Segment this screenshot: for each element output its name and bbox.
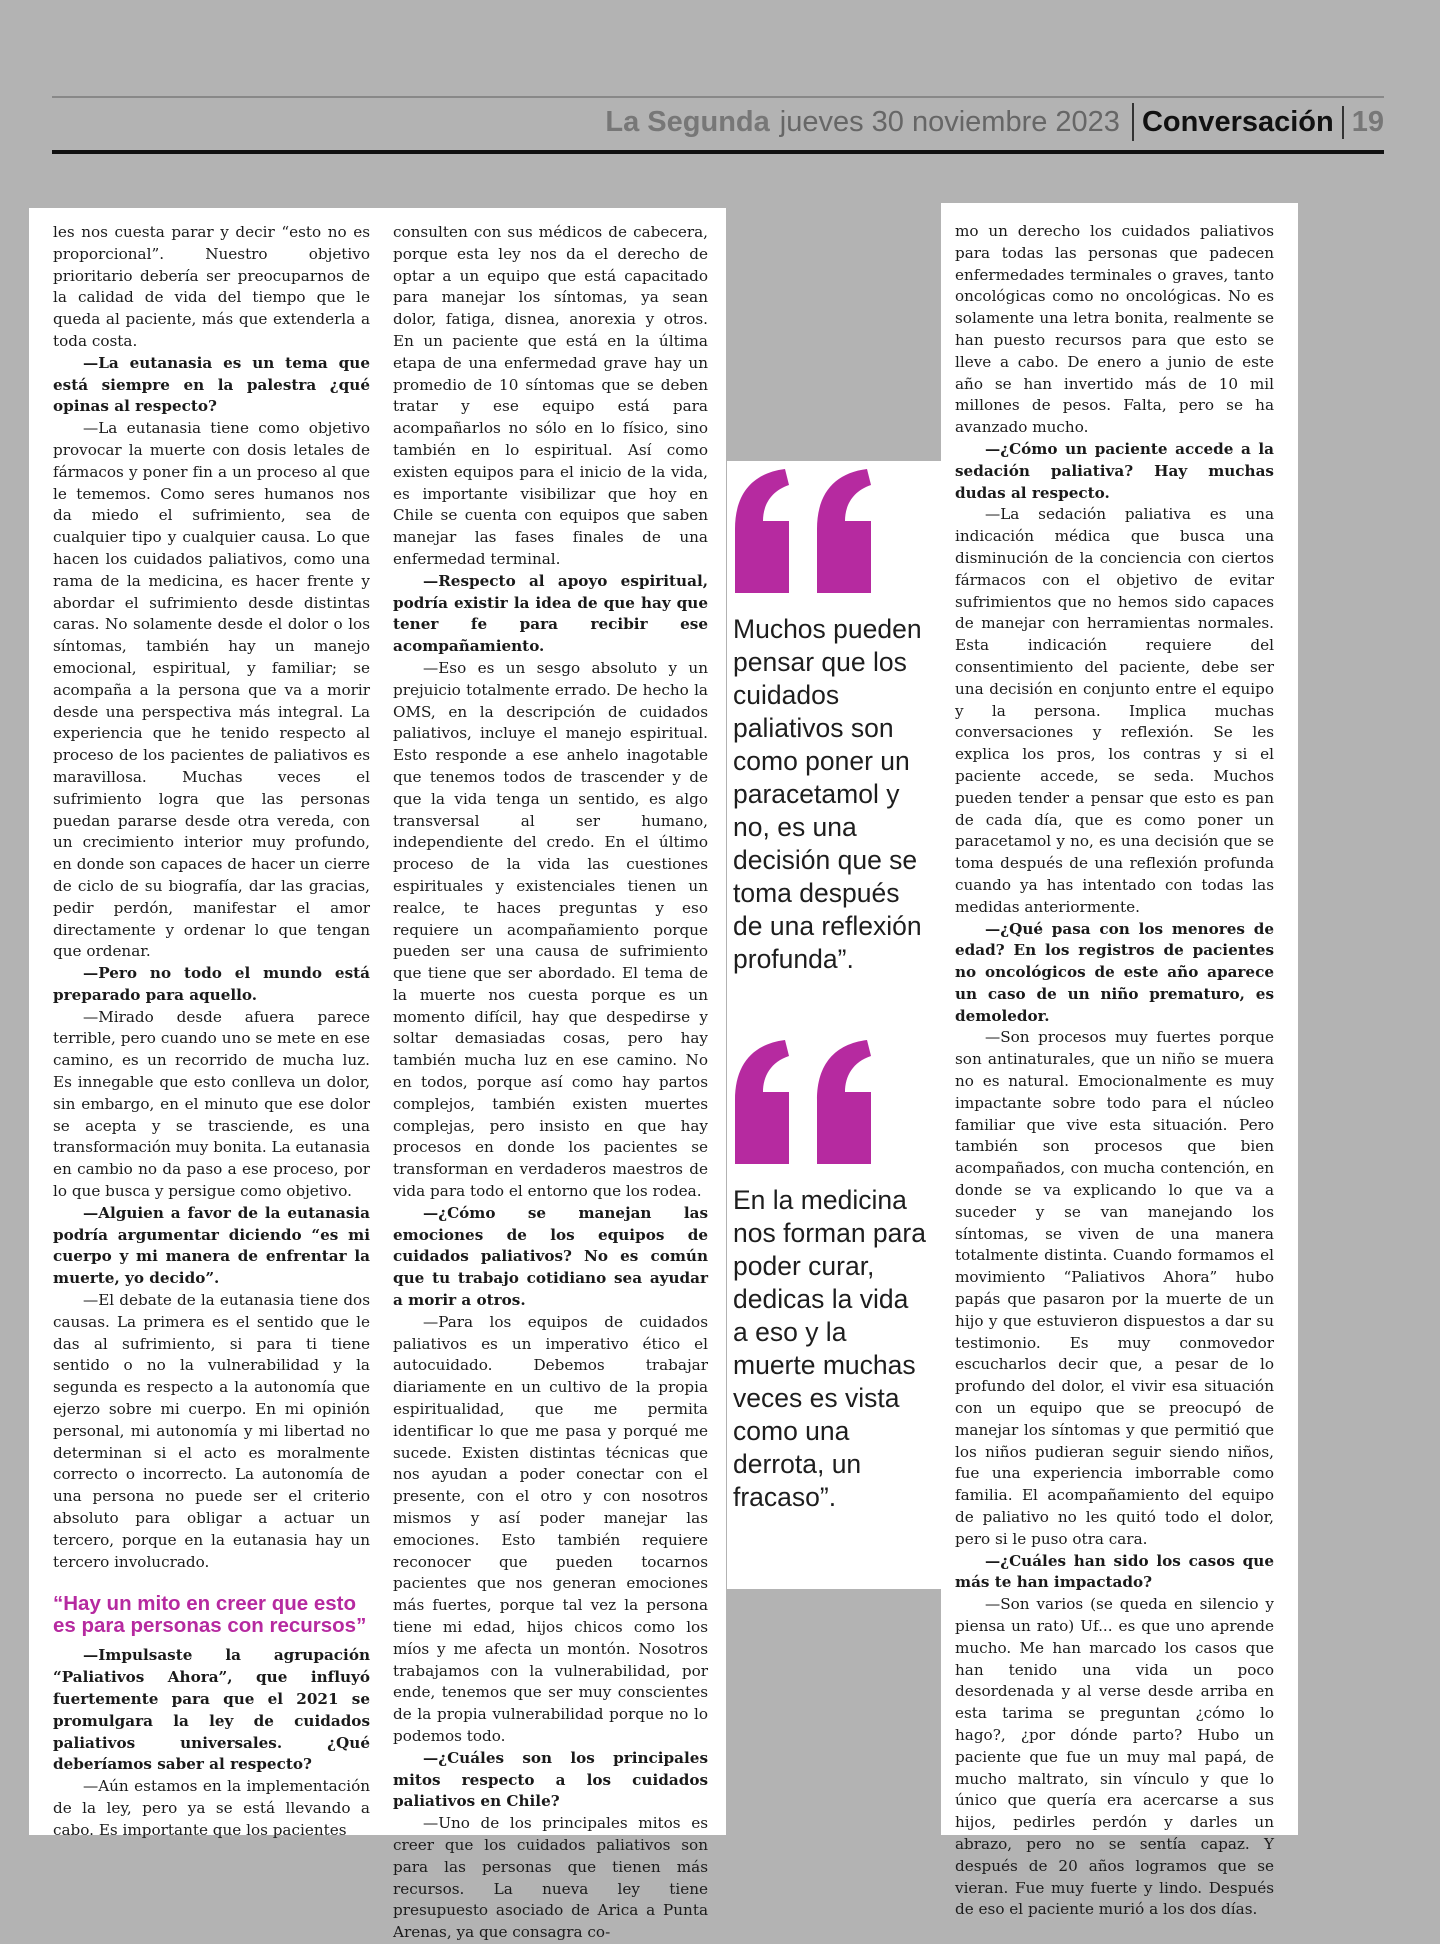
column-1-body	[53, 222, 370, 1573]
column-2-body	[393, 222, 708, 1944]
paragraph: —Son procesos muy fuertes porque son antinaturales, que un niño se muera no es natural. Emocionalmente es muy impactante sobre todo para el núcleo familiar que vive esta situación. Pero también son procesos que bien acompañados, con mucha contención, en donde se va explicando lo que va a suceder y se van manejando los síntomas, se viven de una manera totalmente distinta. Cuando formamos el movimiento “Paliativos Ahora” hubo papás que pasaron por la muerte de un hijo y que estuvieron dispuestos a dar su testimonio. Es muy conmovedor escucharlos decir que, a pesar de lo profundo del dolor, el vivir esa situación con un equipo que se preocupó de manejar los síntomas y que permitió que los niños pudieran seguir siendo niños, fue una experiencia imborrable como familia. El acompañamiento del equipo de paliativo no les quitó todo el dolor, pero si le puso otra cara.	[955, 1028, 1274, 1548]
column-3-body	[955, 221, 1274, 1921]
interview-question: —Pero no todo el mundo está preparado para aquello.	[53, 964, 370, 1004]
interview-question: —Impulsaste la agrupación “Paliativos Ahora”, que influyó fuertemente para que el 2021 se promulgara la ley de cuidados paliativos universales. ¿Qué deberíamos saber al respecto?	[53, 1646, 370, 1774]
pull-quote-column	[727, 461, 941, 1589]
header-rule-top	[52, 96, 1384, 98]
paragraph: —Uno de los principales mitos es creer que los cuidados paliativos son para las personas que tienen más recursos. La nueva ley tiene presupuesto asociado de Arica a Punta Arenas, ya que consagra co-	[393, 1814, 708, 1942]
paragraph: les nos cuesta parar y decir “esto no es proporcional”. Nuestro objetivo prioritario debería ser preocuparnos de la calidad de vida del tiempo que le queda al paciente, más que extenderla a toda costa.	[53, 223, 370, 350]
interview-question: —¿Cuáles son los principales mitos respecto a los cuidados paliativos en Chile?	[393, 1748, 708, 1811]
paragraph: consulten con sus médicos de cabecera, porque esta ley nos da el derecho de optar a un equipo que está capacitado para manejar los síntomas, ya sean dolor, fatiga, disnea, anorexia y otros. En un paciente que está en la última etapa de una enfermedad grave hay un promedio de 10 síntomas que se deben tratar y ese equipo está para acompañarlos no sólo en lo físico, sino también en lo espiritual. Así como existen equipos para el inicio de la vida, es importante visibilizar que hoy en Chile se cuenta con equipos que saben manejar las fases finales de una enfermedad terminal.	[393, 223, 708, 568]
paragraph: mo un derecho los cuidados paliativos para todas las personas que padecen enfermedades terminales o graves, tanto oncológicas como no oncológicas. No es solamente una letra bonita, realmente se han puesto recursos para que esto se lleve a cabo. De enero a junio de este año se han invertido más de 10 mil millones de pesos. Falta, pero se ha avanzado mucho.	[955, 222, 1274, 437]
paragraph: —Aún estamos en la implementación de la ley, pero ya se está llevando a cabo. Es importante que los pacientes	[53, 1777, 370, 1839]
paragraph: —La sedación paliativa es una indicación médica que busca una disminución de la conciencia con ciertos fármacos con el objetivo de evitar sufrimientos que no hemos sido capaces de manejar con herramientas normales. Esta indicación requiere del consentimiento del paciente, debe ser una decisión en conjunto entre el equipo y la persona. Implica muchas conversaciones y reflexión. Se les explica los pros, los contras y si el paciente accede, se seda. Muchos pueden tender a pensar que esto es pan de cada día, que es como poner un paracetamol y no, es una decisión que se toma después de una reflexión profunda cuando ya has intentado con todas las medidas anteriormente.	[955, 505, 1274, 916]
interview-question: —Alguien a favor de la eutanasia podría argumentar diciendo “es mi cuerpo y mi manera de enfrentar la muerte, yo decido”.	[53, 1203, 370, 1288]
section-name: Conversación	[1141, 105, 1334, 138]
pull-quote-text-1: Muchos pueden pensar que los cuidados paliativos son como poner un paracetamol y no, es una decisión que se toma después de una reflexión profunda”.	[733, 614, 922, 974]
pull-quote-2	[731, 1038, 929, 1514]
interview-question: —¿Cómo se manejan las emociones de los equipos de cuidados paliativos? No es común que tu trabajo cotidiano sea ayudar a morir a otros.	[393, 1203, 708, 1310]
interview-question: —La eutanasia es un tema que está siempre en la palestra ¿qué opinas al respecto?	[53, 353, 370, 416]
article-column-3	[941, 203, 1298, 1919]
column-1-body-continued	[53, 1645, 370, 1841]
pull-quote-text-2: En la medicina nos forman para poder curar, dedicas la vida a eso y la muerte muchas veces es vista como una derrota, un fracaso”.	[733, 1185, 926, 1512]
page-header	[605, 100, 1384, 144]
pull-quote-1	[731, 467, 929, 976]
interview-question: —¿Qué pasa con los menores de edad? En los registros de pacientes no oncológicos de este año aparece un caso de un niño prematuro, es demoledor.	[955, 919, 1274, 1025]
page-number: 19	[1342, 106, 1384, 139]
publication-date: jueves 30 noviembre 2023	[779, 105, 1120, 138]
section-subheading: “Hay un mito en creer que esto es para personas con recursos”	[53, 1592, 367, 1638]
header-separator	[1132, 103, 1134, 141]
paragraph: —La eutanasia tiene como objetivo provocar la muerte con dosis letales de fármacos y poner fin a un proceso al que le tememos. Como seres humanos nos da miedo el sufrimiento, sea de cualquier tipo y cualquier causa. Lo que hacen los cuidados paliativos, como una rama de la medicina, es hacer frente y abordar el sufrimiento desde distintas caras. No solamente desde el dolor o los síntomas, también hay un manejo emocional, espiritual, y familiar; se acompaña a la persona que va a morir desde una perspectiva más integral. La experiencia que he tenido respecto al proceso de los pacientes de paliativos es maravillosa. Muchas veces el sufrimiento logra que las personas puedan pararse desde otra vereda, con un crecimiento interior muy profundo, en donde son capaces de hacer un cierre de ciclo de su biografía, dar las gracias, pedir perdón, manifestar el amor directamente y ordenar lo que tengan que ordenar.	[53, 419, 370, 961]
header-rule-bottom	[52, 150, 1384, 154]
article-column-1	[29, 208, 381, 1839]
paragraph: —Son varios (se queda en silencio y piensa un rato) Uf... es que uno aprende mucho. Me han marcado los casos que han tenido una vida un poco desordenada y al verse desde arriba en esta tarima se preguntan ¿cómo lo hago?, ¿por dónde parto? Hubo un paciente que fue un muy mal papá, de mucho maltrato, sin vínculo y que lo único que quería era acercarse a sus hijos, pedirles perdón y darles un abrazo, pero no se sentía capaz. Y después de 20 años logramos que se vieran. Fue muy fuerte y lindo. Después de eso el paciente murió a los dos días.	[955, 1595, 1274, 1919]
interview-question: —¿Cómo un paciente accede a la sedación paliativa? Hay muchas dudas al respecto.	[955, 439, 1274, 502]
quote-mark-icon	[731, 1038, 881, 1168]
article-column-2	[381, 208, 726, 1942]
paragraph: —Eso es un sesgo absoluto y un prejuicio totalmente errado. De hecho la OMS, en la descripción de cuidados paliativos, incluye el manejo espiritual. Esto responde a ese anhelo inagotable que tenemos todos de trascender y de que la vida tenga un sentido, es algo transversal al ser humano, independiente del credo. En el último proceso de la vida las cuestiones espirituales y existenciales tienen un realce, te haces preguntas y eso requiere un acompañamiento porque pueden ser una causa de sufrimiento que tiene que ser abordado. El tema de la muerte nos cuesta porque es un momento difícil, hay que despedirse y soltar demasiadas cosas, pero hay también mucha luz en ese camino. No en todos, porque así como hay partos complejos, también existen muertes complejas, pero insisto en que hay procesos en donde los pacientes se transforman en verdaderos maestros de vida para todo el entorno que los rodea.	[393, 658, 708, 1201]
quote-mark-icon	[731, 467, 881, 597]
paragraph: —Mirado desde afuera parece terrible, pero cuando uno se mete en ese camino, es un recorrido de mucha luz. Es innegable que esto conlleva un dolor, sin embargo, en el minuto que ese dolor se acepta y se trasciende, es una transformación muy bonita. La eutanasia en cambio no da paso a ese proceso, por lo que busca y persigue como objetivo.	[53, 1007, 370, 1201]
paragraph: —El debate de la eutanasia tiene dos causas. La primera es el sentido que le das al sufrimiento, si para ti tiene sentido o no la vulnerabilidad y la segunda es respecto a la autonomía que ejerzo sobre mi cuerpo. En mi opinión personal, mi autonomía y mi libertad no determinan si el acto es moralmente correcto o incorrecto. La autonomía de una persona no puede ser el criterio absoluto para obligar a actuar un tercero, porque en la eutanasia hay un tercero involucrado.	[53, 1291, 370, 1571]
paragraph: —Para los equipos de cuidados paliativos es un imperativo ético el autocuidado. Debemos trabajar diariamente en un cultivo de la propia espiritualidad, que me permita identificar lo que me pasa y porqué me sucede. Existen distintas técnicas que nos ayudan a poder conectar con el presente, con el otro y con nosotros mismos y así poder manejar las emociones. Esto también requiere reconocer que pueden tocarnos pacientes que nos generan emociones más fuertes, porque tal vez la persona tiene mi edad, hijos chicos como los míos y me afecta un montón. Nosotros trabajamos con la vulnerabilidad, por ende, tenemos que ser muy conscientes de la propia vulnerabilidad porque no lo podemos todo.	[393, 1312, 708, 1745]
publication-name: La Segunda	[605, 105, 770, 138]
interview-question: —¿Cuáles han sido los casos que más te han impactado?	[955, 1551, 1274, 1592]
interview-question: —Respecto al apoyo espiritual, podría existir la idea de que hay que tener fe para recibir ese acompañamiento.	[393, 571, 708, 656]
